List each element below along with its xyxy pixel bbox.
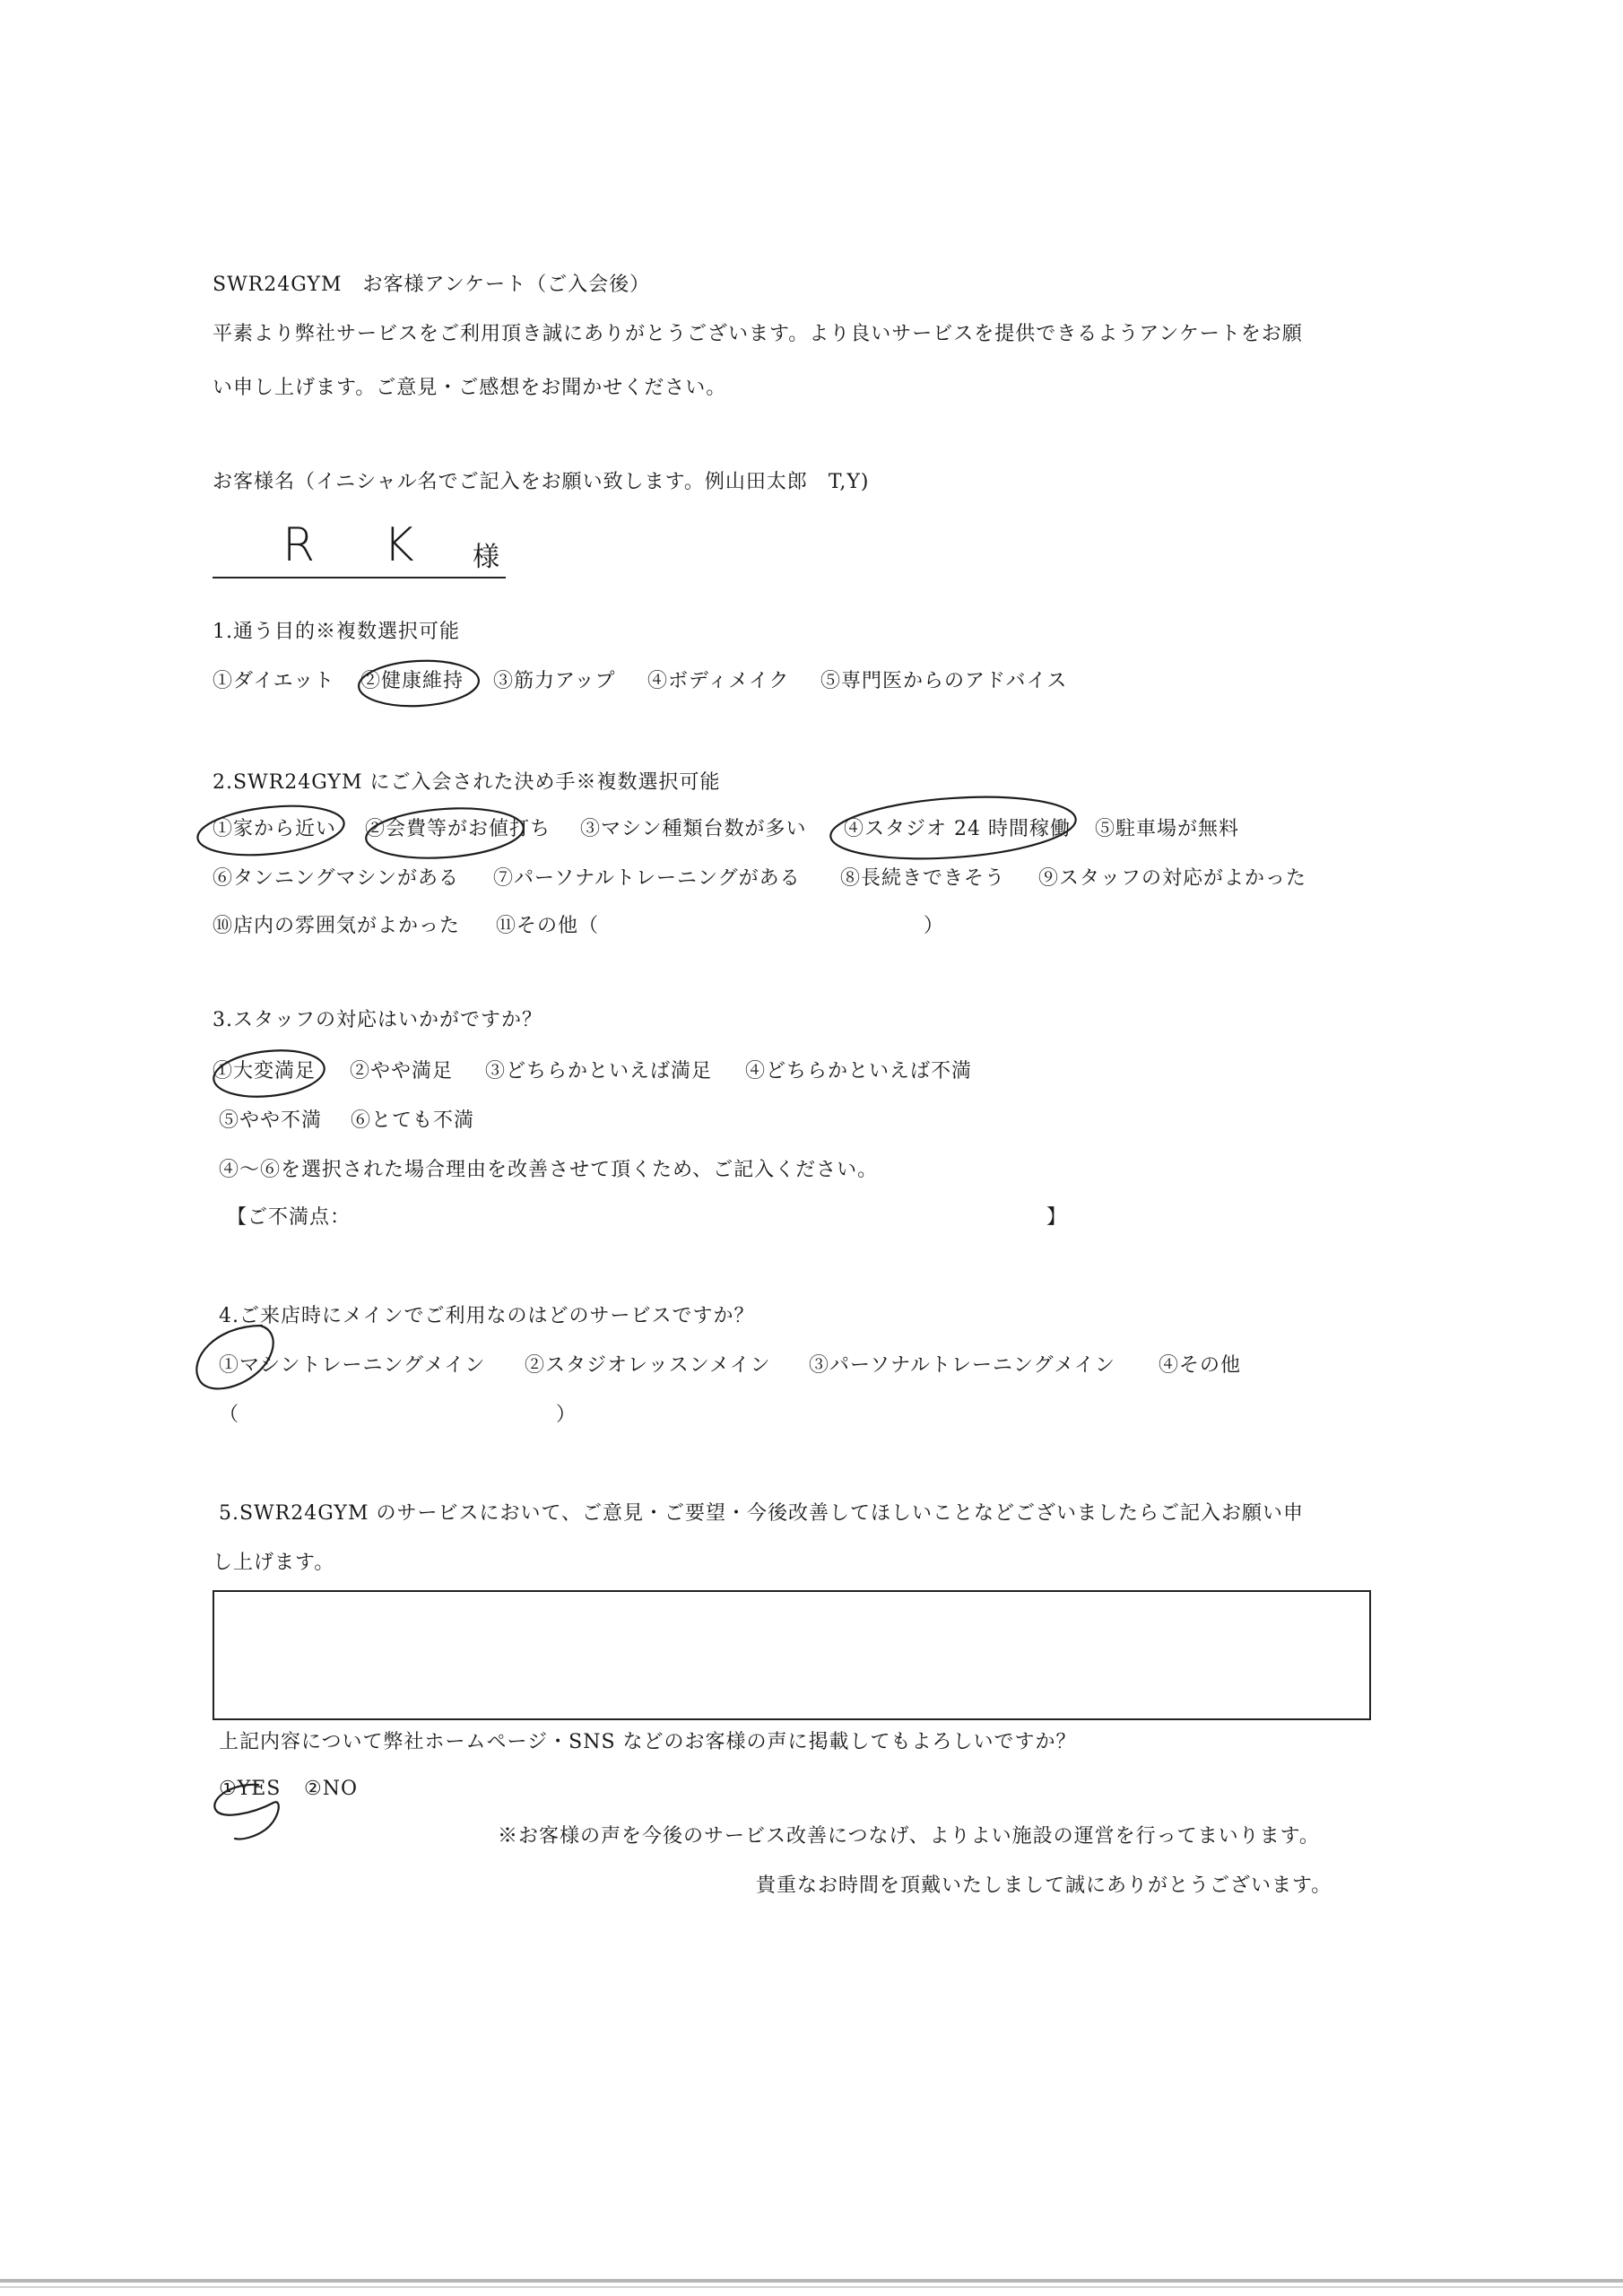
q1-question: 1.通う目的※複数選択可能 (213, 621, 460, 643)
q4-option-4[interactable]: ④その他 (1159, 1354, 1242, 1377)
circle-mark-q1-health (358, 658, 480, 709)
q1-option-3[interactable]: ③筋力アップ (493, 670, 616, 692)
closing-line-2: 貴重なお時間を頂戴いたしまして誠にありがとうございます。 (756, 1874, 1332, 1897)
q2-option-8[interactable]: ⑧長続きできそう (840, 867, 1006, 890)
q1-option-4[interactable]: ④ボディメイク (647, 670, 790, 692)
circle-mark-publish-yes (214, 1785, 278, 1839)
q3-option-2[interactable]: ②やや満足 (350, 1060, 454, 1083)
q2-option-7[interactable]: ⑦パーソナルトレーニングがある (493, 867, 801, 890)
q2-option-1[interactable]: ①家から近い (213, 818, 337, 840)
q3-option-6[interactable]: ⑥とても不満 (351, 1109, 475, 1132)
closing-line-1: ※お客様の声を今後のサービス改善につなげ、よりよい施設の運営を行ってまいります。 (498, 1825, 1320, 1848)
q2-option-4[interactable]: ④スタジオ 24 時間稼働 (844, 818, 1071, 840)
q4-option-2[interactable]: ②スタジオレッスンメイン (525, 1354, 771, 1377)
publish-yes-option[interactable]: ①YES (219, 1778, 282, 1800)
q3-complaint-label: 【ご不満点： (227, 1206, 352, 1229)
q3-option-5[interactable]: ⑤やや不満 (219, 1109, 323, 1132)
q4-option-3[interactable]: ③パーソナルトレーニングメイン (809, 1354, 1115, 1377)
circle-mark-q3-very-satisfied (212, 1046, 327, 1102)
q4-option-1[interactable]: ①マシントレーニングメイン (219, 1354, 486, 1377)
q3-complaint-close: 】 (1046, 1206, 1068, 1229)
q2-option-3[interactable]: ③マシン種類台数が多い (580, 818, 807, 840)
q5-question-line-2: し上げます。 (213, 1552, 335, 1574)
circle-mark-q2-near-home (195, 800, 347, 862)
q4-other-open: （ (219, 1404, 240, 1426)
q1-option-5[interactable]: ⑤専門医からのアドバイス (820, 670, 1068, 692)
scan-edge-line (0, 2286, 1623, 2288)
customer-name-prompt: お客様名（イニシャル名でご記入をお願い致します。例山田太郎 T,Y) (213, 471, 870, 493)
q3-option-3[interactable]: ③どちらかといえば満足 (485, 1060, 713, 1083)
q1-option-2[interactable]: ②健康維持 (360, 670, 464, 692)
circle-mark-q2-studio (829, 790, 1078, 866)
q2-option-2[interactable]: ②会費等がお値打ち (365, 818, 551, 840)
q5-question-line-1: 5.SWR24GYM のサービスにおいて、ご意見・ご要望・今後改善してほしいことなどございましたらご記入お願い申 (219, 1502, 1305, 1525)
publish-question: 上記内容について弊社ホームページ・SNS などのお客様の声に掲載してもよろしいですか？ (219, 1731, 1077, 1753)
q2-other-close: ） (924, 915, 945, 937)
customer-initials: R K (282, 518, 441, 572)
publish-no-option[interactable]: ②NO (304, 1778, 359, 1800)
q2-option-10[interactable]: ⑩店内の雰囲気がよかった (213, 915, 461, 937)
q3-note: ④～⑥を選択された場合理由を改善させて頂くため、ご記入ください。 (219, 1159, 879, 1181)
circle-mark-q2-fees (364, 804, 525, 863)
q3-question: 3.スタッフの対応はいかがですか？ (213, 1009, 542, 1031)
q3-option-4[interactable]: ④どちらかといえば不満 (745, 1060, 973, 1083)
circle-mark-q4-machine (196, 1326, 273, 1388)
intro-line-2: い申し上げます。ご意見・ご感想をお聞かせください。 (213, 377, 727, 399)
survey-title: SWR24GYM お客様アンケート（ご入会後） (213, 274, 651, 296)
q2-option-5[interactable]: ⑤駐車場が無料 (1095, 818, 1240, 840)
q3-option-1[interactable]: ①大変満足 (213, 1060, 317, 1083)
q1-option-1[interactable]: ①ダイエット (213, 670, 335, 692)
q2-option-9[interactable]: ⑨スタッフの対応がよかった (1038, 867, 1307, 890)
q4-question: 4.ご来店時にメインでご利用なのはどのサービスですか？ (219, 1305, 755, 1327)
q2-question: 2.SWR24GYM にご入会された決め手※複数選択可能 (213, 771, 721, 794)
intro-line-1: 平素より弊社サービスをご利用頂き誠にありがとうございます。より良いサービスを提供できるようアンケートをお願 (213, 323, 1303, 345)
q2-option-6[interactable]: ⑥タンニングマシンがある (213, 867, 460, 890)
q2-option-11[interactable]: ⑪その他（ (496, 915, 600, 937)
scan-edge-shadow (0, 2279, 1623, 2283)
customer-honorific: 様 (473, 542, 500, 573)
q4-other-close: ） (556, 1404, 577, 1426)
